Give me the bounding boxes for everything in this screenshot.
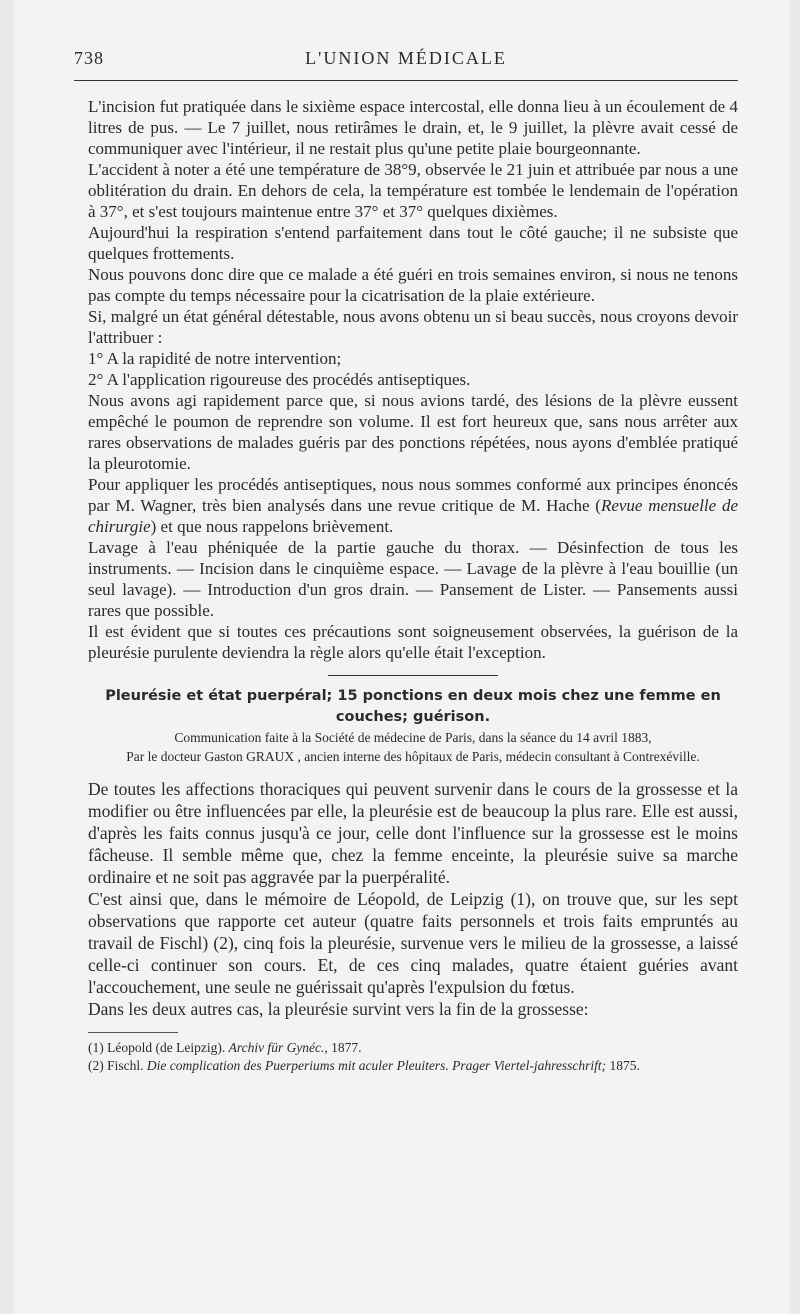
running-head: L'UNION MÉDICALE	[305, 48, 507, 68]
section-separator	[328, 675, 498, 676]
paragraph: Dans les deux autres cas, la pleurésie survint vers la fin de la grossesse:	[88, 999, 589, 1019]
paragraph: Si, malgré un état général détestable, nous avons obtenu un si beau succès, nous croyons devoir l'attribuer :	[88, 307, 738, 347]
header-rule	[74, 80, 738, 81]
paragraph-text: Pour appliquer les procédés antiseptiques, nous nous sommes conformé aux principes énoncés par M. Wagner, très bien analysés dans une revue critique de M. Hache (	[88, 475, 738, 515]
article-title: Pleurésie et état puerpéral; 15 ponctions en deux mois chez une femme en couches; guérison.	[105, 688, 721, 725]
article-author: Par le docteur Gaston GRAUX , ancien interne des hôpitaux de Paris, médecin consultant à Contrexéville.	[126, 749, 700, 764]
footnote-rule	[88, 1032, 178, 1033]
footnote-journal: Die complication des Puerperiums mit aculer Pleuiters. Prager Viertel-jahresschrift;	[146, 1058, 607, 1073]
paragraph: L'accident à noter a été une température de 38°9, observée le 21 juin et attribuée par nous a une oblitération du drain. En dehors de cela, la température est tombée le lendemain de l'opération à 37°, et s'est toujours maintenue entre 37° et 37° quelques dixièmes.	[88, 160, 738, 221]
paragraph-text: ) et que nous rappelons brièvement.	[150, 517, 394, 536]
footnote-text: (2) Fischl.	[88, 1058, 147, 1073]
footnote-1	[88, 1039, 738, 1057]
footnote-journal: Archiv für Gynéc.	[228, 1040, 325, 1055]
page-header	[74, 48, 738, 78]
footnote-2	[88, 1057, 738, 1075]
paragraph: Nous pouvons donc dire que ce malade a été guéri en trois semaines environ, si nous ne tenons pas compte du temps nécessaire pour la cicatrisation de la plaie extérieure.	[88, 265, 738, 305]
paragraph: L'incision fut pratiquée dans le sixième espace intercostal, elle donna lieu à un écoulement de 4 litres de pus. — Le 7 juillet, nous retirâmes le drain, et, le 9 juillet, la plèvre avait cessé de communiquer avec l'intérieur, il ne restait plus qu'une petite plaie bourgeonnante.	[88, 97, 738, 158]
footnote-text: (1) Léopold (de Leipzig).	[88, 1040, 229, 1055]
paragraph-hache	[88, 474, 738, 537]
paragraph: C'est ainsi que, dans le mémoire de Léopold, de Leipzig (1), on trouve que, sur les sept observations que rapporte cet auteur (quatre faits personnels et trois faits empruntés au travail de Fischl) (2), cinq fois la pleurésie, survenue vers le milieu de la grossesse, a laissé celle-ci continuer son cours. Et, de ces cinq malades, quatre étaient guéries avant l'accouchement, une seule ne guérissait qu'après l'expulsion du fœtus.	[88, 889, 738, 997]
paragraph: Nous avons agi rapidement parce que, si nous avions tardé, des lésions de la plèvre eussent empêché le poumon de reprendre son volume. Il est fort heureux que, sans nous arrêter aux rares observations de malades guéris par des ponctions répétées, nous ayons d'emblée pratiqué la pleurotomie.	[88, 391, 738, 473]
paragraph: De toutes les affections thoraciques qui peuvent survenir dans le cours de la grossesse et la modifier ou être influencées par elle, la pleurésie est de beaucoup la plus rare. Elle est aussi, d'après les faits connus jusqu'à ce jour, celle dont l'influence sur la grossesse est le moins fâcheuse. Il semble même que, chez la femme enceinte, la pleurésie suive sa marche ordinaire et ne soit pas aggravée par la puerpéralité.	[88, 779, 738, 887]
paragraph: Lavage à l'eau phéniquée de la partie gauche du thorax. — Désinfection de tous les instruments. — Incision dans le cinquième espace. — Lavage de la plèvre à l'eau bouillie (un seul lavage). — Introduction d'un gros drain. — Pansement de Lister. — Pansements aussi rares que possible.	[88, 538, 738, 620]
article-body	[88, 778, 738, 1020]
paragraph: Il est évident que si toutes ces précautions sont soigneusement observées, la guérison de la pleurésie purulente deviendra la règle alors qu'elle était l'exception.	[88, 622, 738, 662]
paragraph: Aujourd'hui la respiration s'entend parfaitement dans tout le côté gauche; il ne subsiste que quelques frottements.	[88, 223, 738, 263]
footnote-text: 1875.	[606, 1058, 640, 1073]
article-communication: Communication faite à la Société de médecine de Paris, dans la séance du 14 avril 1883,	[174, 730, 652, 745]
footnotes	[88, 1039, 738, 1075]
page-number: 738	[74, 48, 104, 68]
list-item: 1° A la rapidité de notre intervention;	[88, 349, 342, 368]
footnote-text: , 1877.	[324, 1040, 362, 1055]
journal-title: Revue mensuelle de chirurgie	[88, 496, 738, 536]
list-item: 2° A l'application rigoureuse des procédés antiseptiques.	[88, 370, 471, 389]
body-text	[88, 96, 738, 1075]
